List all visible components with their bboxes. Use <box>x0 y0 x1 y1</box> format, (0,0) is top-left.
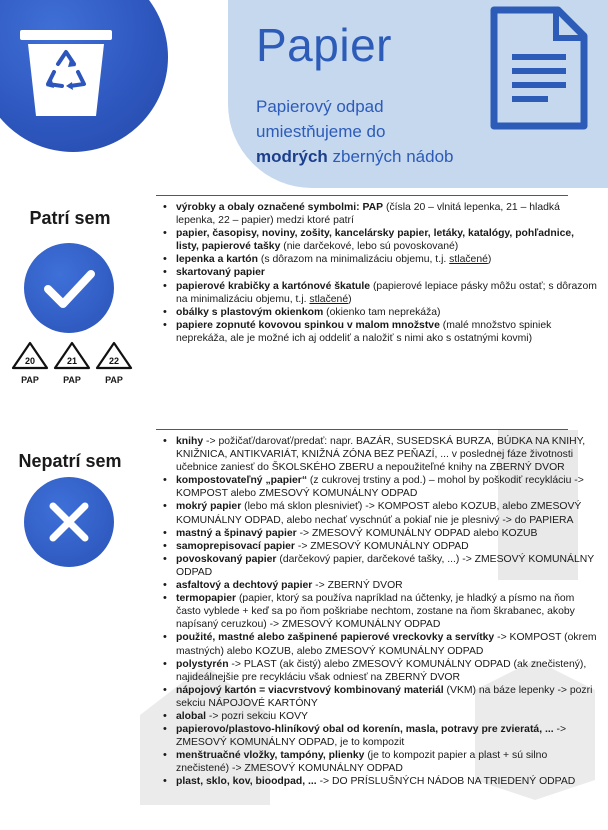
item-text: -> ZMESOVÝ KOMUNÁLNY ODPAD alebo KOZUB <box>296 527 538 539</box>
item-bold-text: lepenka a kartón <box>176 254 259 266</box>
item-underlined-text: stlačené <box>449 254 488 266</box>
pap-code-number: 22 <box>108 356 120 366</box>
recycling-triangle-icon <box>52 340 92 370</box>
item-bold-text: povoskovaný papier <box>176 553 277 565</box>
list-item <box>163 227 599 253</box>
section-divider <box>156 429 568 430</box>
item-underlined-text: stlačené <box>309 293 349 305</box>
item-bold-text: papierovo/plastovo-hliníkový obal od korenín, masla, potravy pre zvieratá, ... <box>176 724 554 736</box>
list-item <box>163 306 599 319</box>
recycle-bin-icon <box>18 24 114 120</box>
not-belongs-title: Nepatrí sem <box>18 451 122 471</box>
list-item <box>163 527 599 540</box>
list-item <box>163 540 599 553</box>
document-icon <box>490 6 590 130</box>
item-text: -> požičať/darovať/predať: napr. BAZÁR, SUSEDSKÁ BURZA, BÚDKA NA KNIHY, KNIŽNICA, ANTIKVARIÁT, KNIŽNÁ ZÓNA BEZ PEŇAZÍ, ... v poslednej fáze životnosti učebnice zaniesť do ŠKOLSKÉHO ZBERU a nepoužiteľné knihy na ZBERNÝ DVOR <box>176 436 586 474</box>
close-icon <box>24 477 114 567</box>
not-belongs-list <box>163 435 599 789</box>
item-bold-text: kompostovateľný „papier“ <box>176 475 308 487</box>
recycling-triangle-icon <box>94 340 134 370</box>
subtitle-line: Papierový odpad <box>256 97 384 116</box>
pap-code-number: 21 <box>66 356 78 366</box>
item-bold-text: mastný a špinavý papier <box>176 527 297 539</box>
item-bold-text: nápojový kartón = viacvrstvový kombinovaný materiál <box>176 684 444 696</box>
item-text: (VKM) na báze lepenky -> pozri sekciu NÁPOJOVÉ KARTÓNY <box>176 684 593 709</box>
item-text: -> pozri sekciu KOVY <box>206 710 308 722</box>
item-text: (je to kompozit papier a plast + sú silno znečistené) -> ZMESOVÝ KOMUNÁLNY ODPAD <box>176 750 548 775</box>
recycling-triangle-icon <box>10 340 50 370</box>
pap-code-label: PAP <box>105 375 123 385</box>
item-bold-text: mokrý papier <box>176 501 242 513</box>
check-icon <box>24 243 114 333</box>
list-item <box>163 553 599 579</box>
item-bold-text: plast, sklo, kov, bioodpad, ... <box>176 776 317 788</box>
item-text: -> KOMPOST (okrem mastných) alebo KOZUB, alebo ZMESOVÝ KOMUNÁLNY ODPAD <box>176 632 597 657</box>
list-item <box>163 631 599 657</box>
item-bold-text: použité, mastné alebo zašpinené papierové vreckovky a servítky <box>176 632 495 644</box>
list-item <box>163 280 599 306</box>
list-item <box>163 435 599 474</box>
pap-code-label: PAP <box>63 375 81 385</box>
item-text: -> PLAST (ak čistý) alebo ZMESOVÝ KOMUNÁLNY ODPAD (ak znečistený), najideálnejšie pre recykláciu však odniesť na ZBERNÝ DVOR <box>176 658 587 683</box>
item-bold-text: termopapier <box>176 593 237 605</box>
item-text: (darčekový papier, darčekové tašky, ...) -> ZMESOVÝ KOMUNÁLNY ODPAD <box>176 553 594 578</box>
item-text: (čísla 20 – vlnitá lepenka, 21 – hladká lepenka, 22 – papier) medzi ktoré patrí <box>176 202 560 227</box>
list-item <box>163 592 599 631</box>
list-item <box>163 723 599 749</box>
item-bold-text: výrobky a obaly označené symbolmi: PAP <box>176 202 384 213</box>
list-item <box>163 319 599 345</box>
item-text-after: ) <box>487 254 492 266</box>
subtitle-bold: modrých <box>256 147 328 166</box>
item-text: -> ZMESOVÝ KOMUNÁLNY ODPAD, je to kompozit <box>176 724 567 749</box>
item-text: -> ZBERNÝ DVOR <box>312 580 403 592</box>
item-bold-text: papier, časopisy, noviny, zošity, kancelársky papier, letáky, katalógy, pohľadnice, listy, papierové tašky <box>176 228 575 253</box>
item-bold-text: papierové krabičky a kartónové škatule <box>176 280 371 292</box>
list-item <box>163 253 599 266</box>
item-text: -> DO PRÍSLUŠNÝCH NÁDOB NA TRIEDENÝ ODPAD <box>316 776 576 788</box>
item-text: (s dôrazom na minimalizáciu objemu, t.j. <box>258 254 450 266</box>
item-text: (papierové lepiace pásky môžu ostať; s dôrazom na minimalizáciu objemu, t.j. <box>176 280 597 305</box>
item-text: (nie darčekové, lebo sú povoskované) <box>280 241 459 253</box>
pap-codes <box>10 340 140 385</box>
list-item <box>163 579 599 592</box>
section-divider <box>156 195 568 196</box>
item-bold-text: asfaltový a dechtový papier <box>176 580 313 592</box>
item-bold-text: menštruačné vložky, tampóny, plienky <box>176 750 365 762</box>
list-item <box>163 474 599 500</box>
pap-code-label: PAP <box>21 375 39 385</box>
belongs-title: Patrí sem <box>29 208 111 228</box>
list-item <box>163 658 599 684</box>
item-text-after: ) <box>348 293 352 305</box>
item-text: (okienko tam neprekáža) <box>323 306 441 318</box>
list-item <box>163 684 599 710</box>
pap-code-20 <box>10 340 50 385</box>
list-item <box>163 201 599 227</box>
item-bold-text: knihy <box>176 436 204 447</box>
pap-code-21 <box>52 340 92 385</box>
list-item <box>163 775 599 788</box>
item-bold-text: samoprepisovací papier <box>176 540 295 552</box>
item-bold-text: obálky s plastovým okienkom <box>176 306 324 318</box>
subtitle-line: umiestňujeme do <box>256 122 386 141</box>
pap-code-number: 20 <box>24 356 36 366</box>
page-title: Papier <box>256 19 392 71</box>
subtitle-line <box>256 144 516 169</box>
item-text: -> ZMESOVÝ KOMUNÁLNY ODPAD <box>294 540 469 552</box>
pap-code-22 <box>94 340 134 385</box>
list-item <box>163 266 599 279</box>
item-bold-text: alobal <box>176 710 207 722</box>
list-item <box>163 500 599 526</box>
item-bold-text: polystyrén <box>176 658 229 670</box>
subtitle-rest: zberných nádob <box>327 147 454 166</box>
item-text: (lebo má sklon plesnivieť) -> KOMPOST alebo KOZUB, alebo ZMESOVÝ KOMUNÁLNY ODPAD, alebo nechať vyschnúť a pokiaľ nie je plesnivý -> do PAPIERA <box>176 501 582 526</box>
list-item <box>163 749 599 775</box>
item-bold-text: skartovaný papier <box>176 267 265 279</box>
item-bold-text: papiere zopnuté kovovou spinkou v malom množstve <box>176 319 440 331</box>
belongs-list <box>163 201 599 345</box>
list-item <box>163 710 599 723</box>
item-text: (z cukrovej trstiny a pod.) – mohol by poškodiť recykláciu -> KOMPOST alebo ZMESOVÝ KOMUNÁLNY ODPAD <box>176 475 584 500</box>
item-text: (malé množstvo spiniek neprekáža, ale je možné ich aj oddeliť a naložiť s nimi ako s ostatnými kovmi) <box>176 319 552 344</box>
page-subtitle <box>256 94 516 169</box>
item-text: (papier, ktorý sa používa napríklad na účtenky, je hladký a písmo na ňom často vyblede + keď sa po ňom poškriabe nechtom, zostane na ňom škrabanec, akoby napísaný ceruzkou) -> ZMESOVÝ KOMUNÁLNY ODPAD <box>176 593 575 631</box>
